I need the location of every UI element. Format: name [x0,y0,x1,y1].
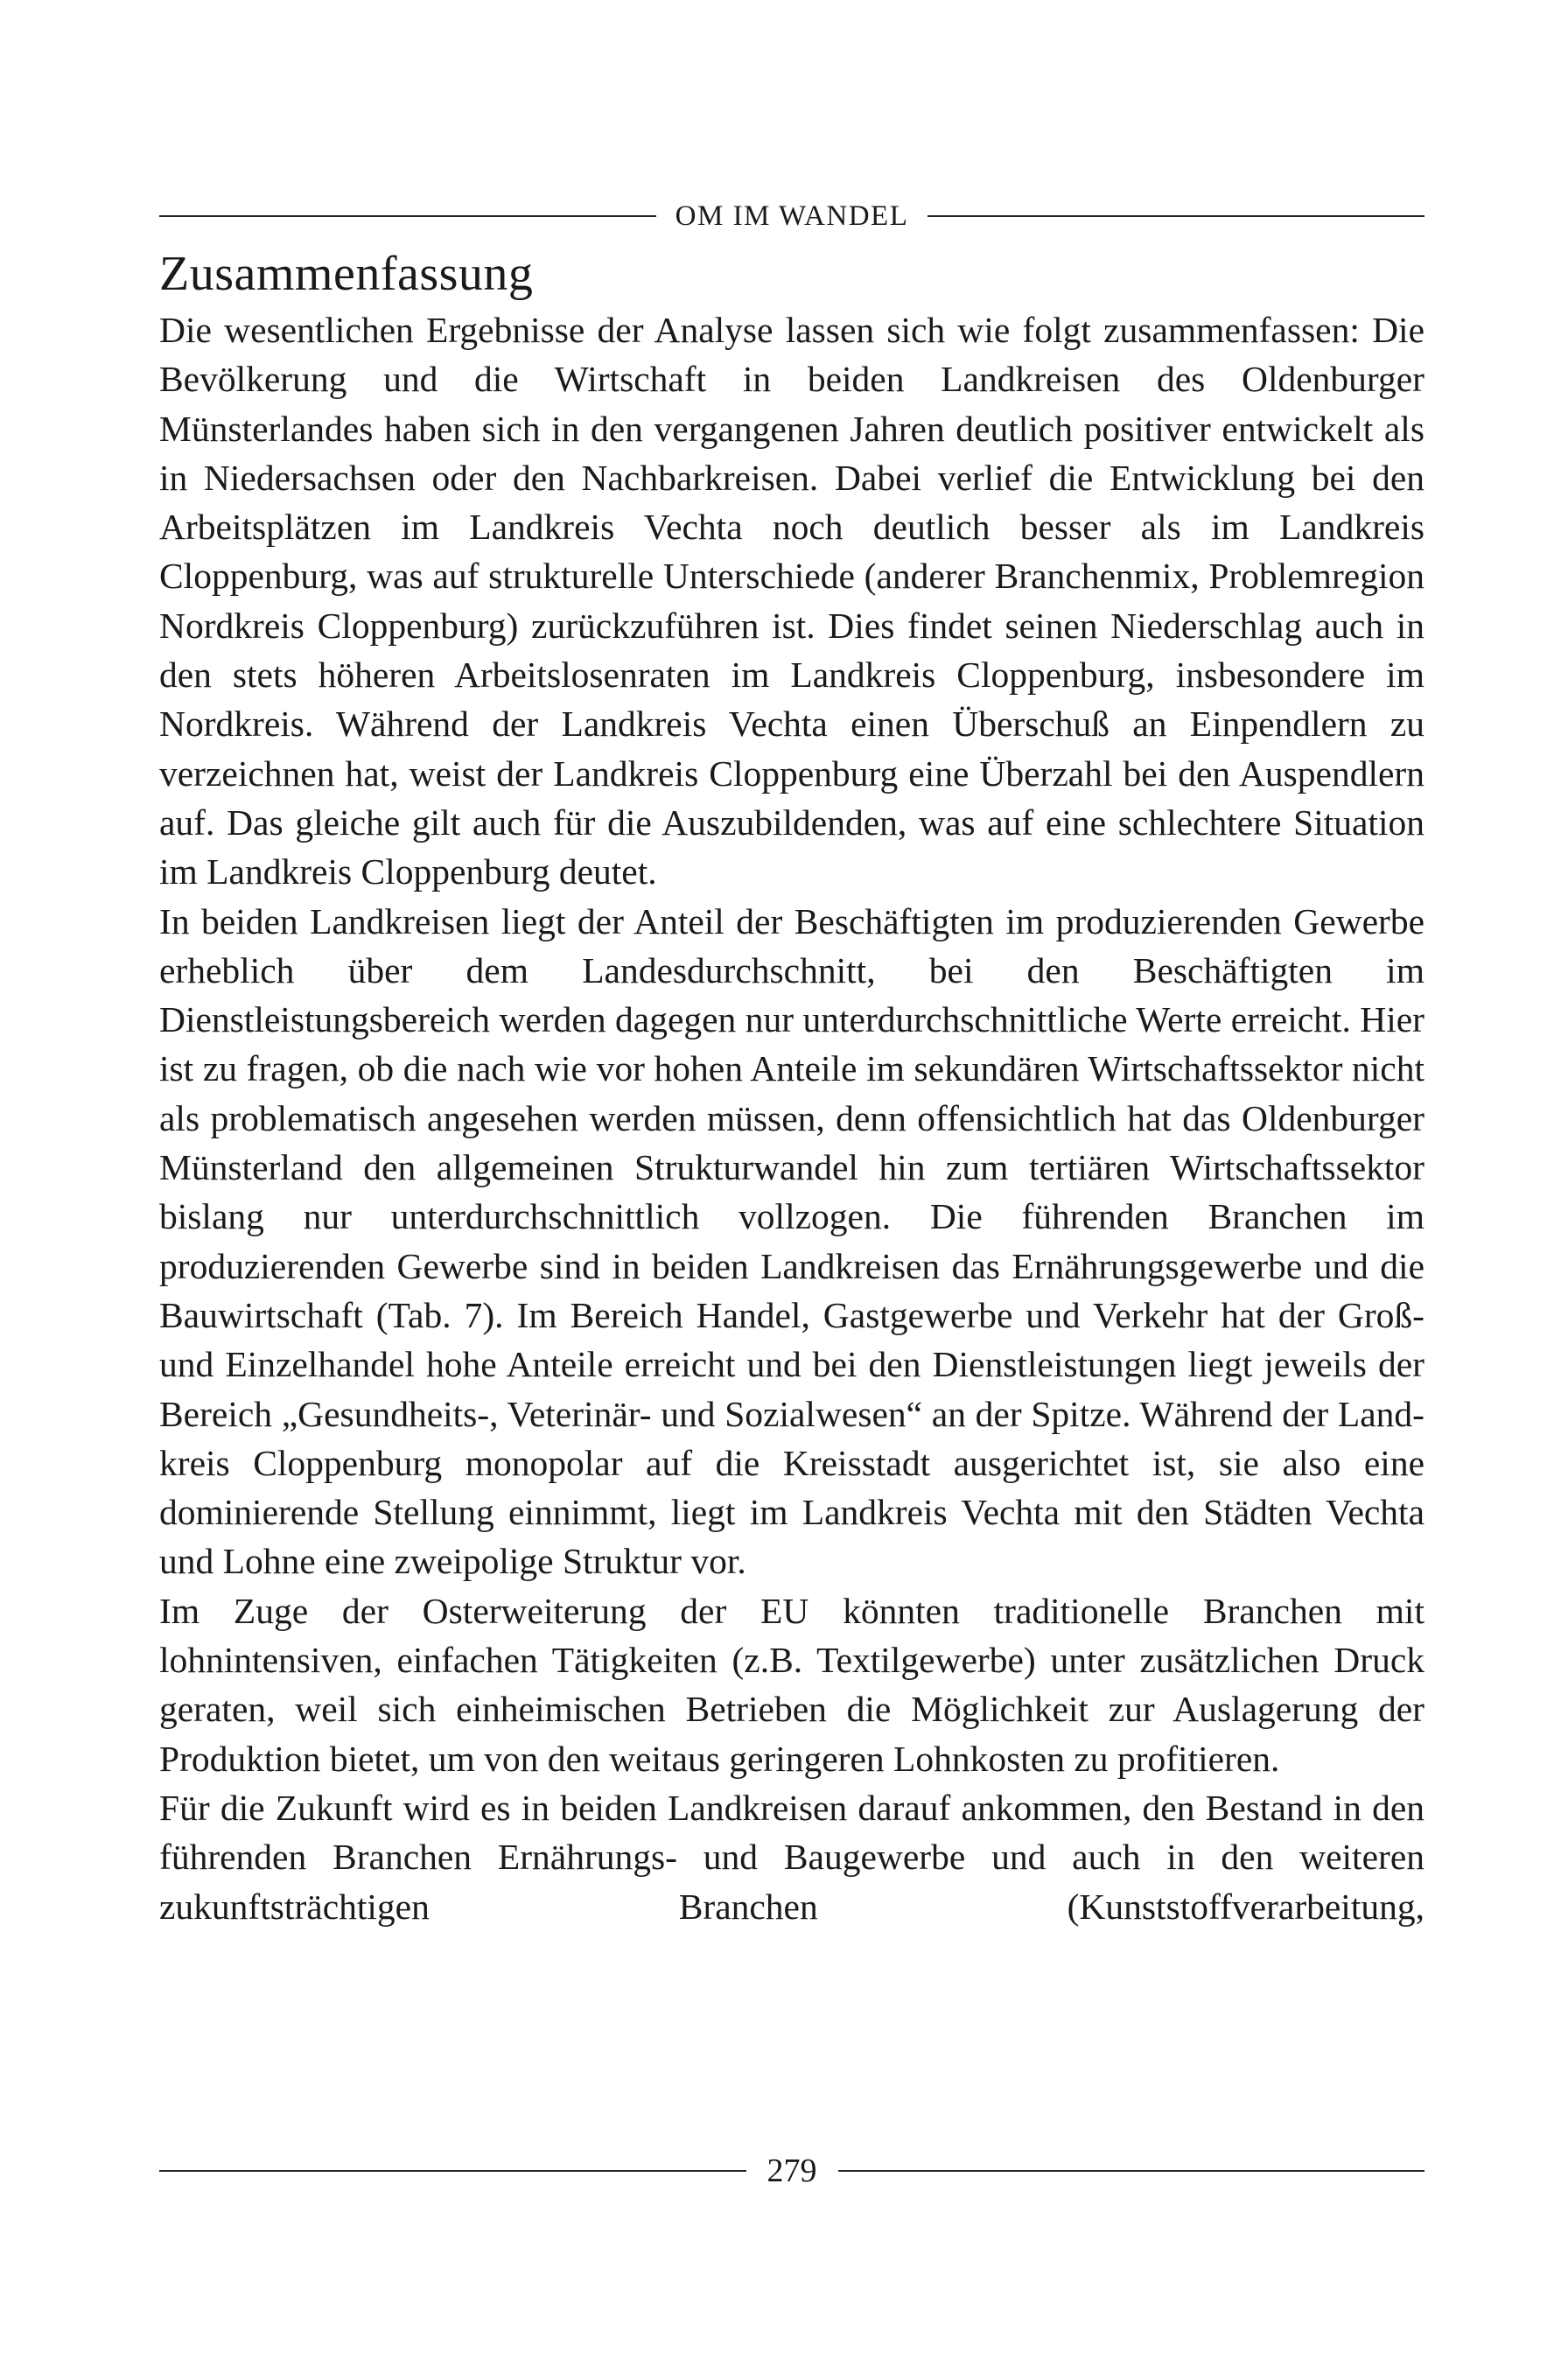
running-header-title: OM IM WANDEL [675,200,909,232]
header-rule-left [159,215,656,217]
footer-rule-right [838,2170,1425,2172]
footer-rule-left [159,2170,746,2172]
header-rule-right [928,215,1424,217]
paragraph-3: Im Zuge der Osterweiterung der EU könnten traditionelle Branchen mit lohnintensiven, einfachen Tätigkeiten (z.B. Textilgewerbe) unter zusätzlichen Druck geraten, weil sich einheimischen Betrieben die Möglichkeit zur Auslagerung der Produktion bietet, um von den weitaus geringeren Lohnkosten zu profitieren. [159,1590,1424,1779]
page-number: 279 [766,2152,817,2189]
running-footer [159,2147,1424,2194]
section-title: Zusammenfassung [159,247,534,301]
paragraph-2: In beiden Landkreisen liegt der Anteil der Beschäftigten im produzierenden Gewerbe erheblich über dem Landesdurchschnitt, bei den Beschäftigten im Dienstleistungsbereich werden dagegen nur unterdurchschnittliche Werte erreicht. Hier ist zu fragen, ob die nach wie vor hohen Anteile im sekundären Wirtschaftssektor nicht als problematisch angesehen werden müssen, denn offensichtlich hat das Oldenburger Münsterland den allgemeinen Strukturwandel hin zum tertiären Wirtschaftssektor bislang nur unterdurchschnittlich vollzogen. Die führenden Branchen im produzierenden Gewerbe sind in beiden Landkreisen das Ernährungsgewerbe und die Bauwirtschaft (Tab. 7). Im Bereich Handel, Gastgewerbe und Verkehr hat der Groß- und Einzelhandel hohe Anteile erreicht und bei den Dienstleistungen liegt jeweils der Bereich „Gesundheits-, Veterinär- und Sozialwesen“ an der Spitze. Während der Landkreis Cloppenburg monopolar auf die Kreisstadt ausgerichtet ist, sie also eine dominierende Stellung einnimmt, liegt im Landkreis Vechta mit den Städten Vechta und Lohne eine zweipolige Struktur vor. [159,900,1424,1582]
running-header [159,194,1424,238]
body-text [159,305,1424,1931]
paragraph-4: Für die Zukunft wird es in beiden Landkreisen darauf ankommen, den Bestand in den führenden Branchen Ernährungs- und Baugewerbe und auch in den weiteren zukunftsträchtigen Branchen (Kunststoffverarbeitung, [159,1787,1424,1927]
paragraph-1: Die wesentlichen Ergebnisse der Analyse lassen sich wie folgt zusammenfassen: Die Bevölkerung und die Wirtschaft in beiden Landkreisen des Oldenburger Münsterlandes haben sich in den vergangenen Jahren deutlich positiver entwickelt als in Niedersachsen oder den Nachbarkreisen. Dabei verlief die Entwicklung bei den Arbeitsplätzen im Landkreis Vechta noch deutlich besser als im Landkreis Cloppenburg, was auf strukturelle Unterschiede (anderer Branchenmix, Problemregion Nordkreis Cloppenburg) zurückzuführen ist. Dies findet seinen Niederschlag auch in den stets höheren Arbeitslosenraten im Landkreis Cloppenburg, insbesondere im Nordkreis. Während der Landkreis Vechta einen Überschuß an Einpendlern zu verzeichnen hat, weist der Landkreis Cloppenburg eine Überzahl bei den Auspendlern auf. Das gleiche gilt auch für die Auszubildenden, was auf eine schlechtere Situation im Landkreis Cloppenburg deutet. [159,310,1424,892]
